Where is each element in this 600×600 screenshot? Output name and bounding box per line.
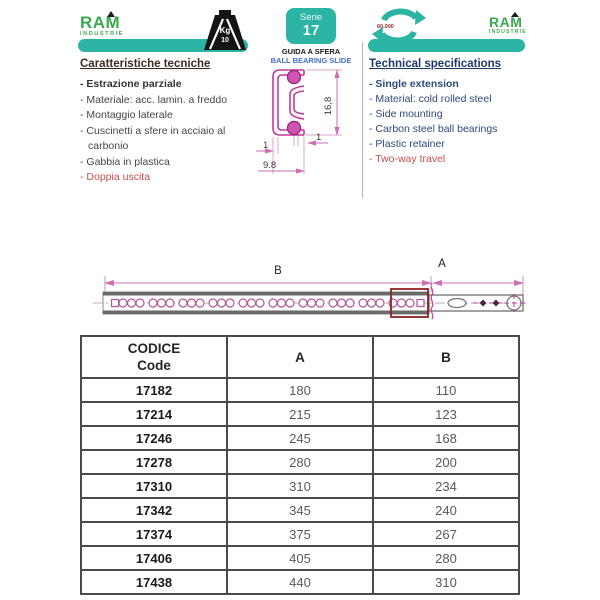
code-cell: 17342 bbox=[81, 498, 227, 522]
col-header-code bbox=[81, 336, 227, 378]
col-header-code-l1: CODICE bbox=[127, 341, 181, 356]
a-cell: 215 bbox=[227, 402, 373, 426]
b-cell: 234 bbox=[373, 474, 519, 498]
dim-a-label: A bbox=[438, 258, 446, 270]
a-cell: 375 bbox=[227, 522, 373, 546]
load-value-label: 10 bbox=[221, 37, 229, 44]
b-cell: 240 bbox=[373, 498, 519, 522]
col-header-code-l2: Code bbox=[137, 358, 171, 373]
table-row bbox=[81, 402, 519, 426]
a-cell: 180 bbox=[227, 378, 373, 402]
brand-name: RAM bbox=[489, 14, 523, 30]
table-header-row bbox=[81, 336, 519, 378]
code-cell: 17214 bbox=[81, 402, 227, 426]
specs-title-it: Caratteristiche tecniche bbox=[80, 58, 211, 70]
load-capacity-icon bbox=[198, 9, 252, 51]
series-label: Serie bbox=[299, 12, 323, 23]
b-cell: 110 bbox=[373, 378, 519, 402]
table-row bbox=[81, 378, 519, 402]
b-cell: 168 bbox=[373, 426, 519, 450]
table-row bbox=[81, 570, 519, 594]
dim-wall-left-label: 1 bbox=[263, 140, 269, 151]
dim-depth-label: 9.8 bbox=[263, 160, 277, 171]
table-row bbox=[81, 426, 519, 450]
code-cell: 17278 bbox=[81, 450, 227, 474]
cross-section-drawing bbox=[250, 58, 365, 198]
spec-item: - Gabbia in plastica bbox=[80, 155, 170, 168]
code-cell: 17246 bbox=[81, 426, 227, 450]
table-row bbox=[81, 546, 519, 570]
spec-item: - Estrazione parziale bbox=[80, 78, 182, 90]
spec-item: - Doppia uscita bbox=[80, 171, 151, 183]
brand-sub: INDUSTRIE bbox=[489, 29, 527, 35]
code-cell: 17406 bbox=[81, 546, 227, 570]
table-row bbox=[81, 450, 519, 474]
specs-column-english bbox=[369, 58, 525, 167]
ram-logo-left bbox=[80, 14, 124, 38]
spec-item: - Cuscinetti a sfere in acciaio al carbonio bbox=[80, 124, 226, 152]
code-cell: 17182 bbox=[81, 378, 227, 402]
a-cell: 440 bbox=[227, 570, 373, 594]
series-badge bbox=[286, 8, 336, 44]
product-title-it: GUIDA A SFERA bbox=[281, 47, 341, 56]
specs-column-italian bbox=[80, 58, 254, 186]
product-title-en: BALL BEARING SLIDE bbox=[270, 56, 352, 65]
spec-item: - Montaggio laterale bbox=[80, 109, 173, 121]
dim-b-label: B bbox=[274, 265, 282, 277]
b-cell: 310 bbox=[373, 570, 519, 594]
b-cell: 200 bbox=[373, 450, 519, 474]
a-cell: 310 bbox=[227, 474, 373, 498]
load-unit-label: Kg bbox=[219, 26, 231, 35]
col-header-a: A bbox=[227, 336, 373, 378]
slide-length-drawing bbox=[75, 252, 527, 333]
a-cell: 405 bbox=[227, 546, 373, 570]
cycles-count-label: 60.000 bbox=[377, 24, 394, 30]
code-cell: 17438 bbox=[81, 570, 227, 594]
series-number: 17 bbox=[302, 22, 320, 39]
a-cell: 245 bbox=[227, 426, 373, 450]
b-cell: 280 bbox=[373, 546, 519, 570]
b-cell: 123 bbox=[373, 402, 519, 426]
b-cell: 267 bbox=[373, 522, 519, 546]
spec-item: - Side mounting bbox=[369, 108, 443, 120]
dimension-table bbox=[80, 335, 520, 595]
table-row bbox=[81, 474, 519, 498]
dim-height-label: 16,8 bbox=[323, 96, 334, 116]
col-header-b: B bbox=[373, 336, 519, 378]
logo-triangle-icon bbox=[511, 12, 519, 17]
specs-title-en: Technical specifications bbox=[369, 58, 502, 70]
ram-logo-right bbox=[489, 15, 527, 35]
code-cell: 17310 bbox=[81, 474, 227, 498]
code-cell: 17374 bbox=[81, 522, 227, 546]
spec-item: - Two-way travel bbox=[369, 153, 446, 165]
spec-item: - Carbon steel ball bearings bbox=[369, 123, 498, 135]
brand-sub: INDUSTRIE bbox=[80, 31, 125, 37]
spec-item: - Single extension bbox=[369, 78, 459, 90]
cycles-icon bbox=[370, 5, 428, 47]
a-cell: 280 bbox=[227, 450, 373, 474]
logo-triangle-icon bbox=[107, 11, 115, 17]
spec-item: - Plastic retainer bbox=[369, 138, 445, 150]
spec-item: - Materiale: acc. lamin. a freddo bbox=[80, 93, 228, 106]
table-row bbox=[81, 498, 519, 522]
table-row bbox=[81, 522, 519, 546]
spec-item: - Material: cold rolled steel bbox=[369, 93, 492, 105]
a-cell: 345 bbox=[227, 498, 373, 522]
brand-name: RAM bbox=[80, 13, 121, 32]
dim-wall-right-label: 1 bbox=[316, 132, 322, 143]
